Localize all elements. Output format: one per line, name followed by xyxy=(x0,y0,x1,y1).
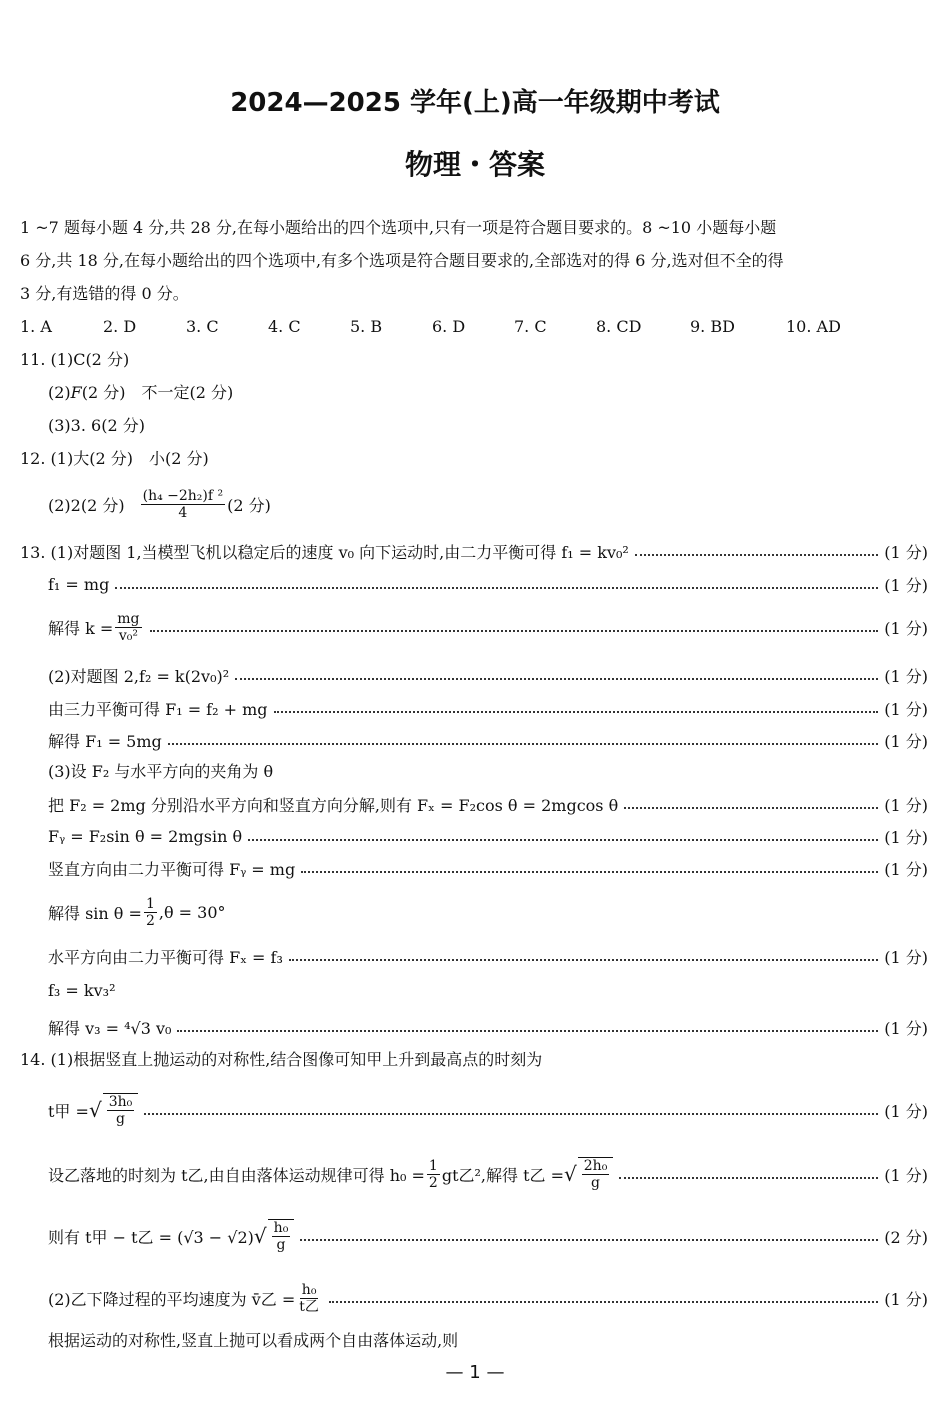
q13-row-11: 解得 sin θ = $\frac{1}{2}$ ,θ = 30° xyxy=(48,895,226,929)
q13-row-2: f₁ = mg (1 分) xyxy=(48,574,928,595)
q14-row-2: t甲 = √ $\frac{\text{3h₀}}{g}$ (1 分) xyxy=(48,1094,928,1127)
q13-row-7: (3)设 F₂ 与水平方向的夹角为 θ xyxy=(48,762,274,781)
intro-line-3: 3 分,有选错的得 0 分。 xyxy=(20,284,189,303)
q13-row-6: 解得 F₁ = 5mg (1 分) xyxy=(48,731,928,751)
q14-row-4: 则有 t甲 − t乙 = (√3 − √2) √ $\frac{\text{h₀}}{g}$ (2 分) xyxy=(48,1220,928,1253)
choice-2: 2. D xyxy=(103,317,137,336)
q13-row-8: 把 F₂ = 2mg 分别沿水平方向和竖直方向分解,则有 Fₓ = F₂cos θ = 2mgcos θ (1 分) xyxy=(48,795,928,815)
page-title: 2024—2025 学年(上)高一年级期中考试 xyxy=(230,88,720,118)
q13-row-5: 由三力平衡可得 F₁ = f₂ + mg (1 分) xyxy=(48,699,928,719)
choice-7: 7. C xyxy=(514,317,547,336)
q14-row-5: (2)乙下降过程的平均速度为 v̄乙 = $\frac{\text{h₀}}{\text{t乙}}$ (1 分) xyxy=(48,1281,928,1315)
choice-10: 10. AD xyxy=(786,317,841,336)
intro-line-1: 1 ~7 题每小题 4 分,共 28 分,在每小题给出的四个选项中,只有一项是符合题目要求的。8 ~10 小题每小题 xyxy=(20,218,777,237)
q12-line-2: (2)2(2 分) $\frac{\text{(h₄ −2h₂)f ²}}{4}$ (2 分) xyxy=(48,487,271,521)
q13-row-14: 解得 v₃ = ⁴√3 v₀ (1 分) xyxy=(48,1018,928,1038)
choice-6: 6. D xyxy=(432,317,466,336)
q13-row-3: 解得 k = $\frac{mg}{\text{v₀²}}$ (1 分) xyxy=(48,610,928,644)
choice-4: 4. C xyxy=(268,317,301,336)
choice-9: 9. BD xyxy=(690,317,735,336)
q13-row-9: Fᵧ = F₂sin θ = 2mgsin θ (1 分) xyxy=(48,826,928,847)
q14-row-1: 14. (1)根据竖直上抛运动的对称性,结合图像可知甲上升到最高点的时刻为 xyxy=(20,1050,543,1069)
q14-row-3: 设乙落地的时刻为 t乙,由自由落体运动规律可得 h₀ = $\frac{1}{2}$ gt乙²,解得 t乙 = √ $\frac{\text{2h₀}}{g}$ (1 分) xyxy=(48,1157,928,1191)
q12-line-1: 12. (1)大(2 分) 小(2 分) xyxy=(20,449,209,468)
q13-row-13: f₃ = kv₃² xyxy=(48,981,116,1000)
intro-line-2: 6 分,共 18 分,在每小题给出的四个选项中,有多个选项是符合题目要求的,全部选对的得 6 分,选对但不全的得 xyxy=(20,251,784,270)
q13-row-10: 竖直方向由二力平衡可得 Fᵧ = mg (1 分) xyxy=(48,859,928,879)
choice-3: 3. C xyxy=(186,317,219,336)
page-number: — 1 — xyxy=(445,1362,505,1383)
q13-row-12: 水平方向由二力平衡可得 Fₓ = f₃ (1 分) xyxy=(48,947,928,967)
choice-1: 1. A xyxy=(20,317,52,336)
q14-row-6: 根据运动的对称性,竖直上抛可以看成两个自由落体运动,则 xyxy=(48,1331,459,1350)
q13-row-4: (2)对题图 2,f₂ = k(2v₀)² (1 分) xyxy=(48,666,928,686)
q11-line-1: 11. (1)C(2 分) xyxy=(20,350,130,369)
q11-line-3: (3)3. 6(2 分) xyxy=(48,416,145,435)
q11-line-2: (2)F(2 分) 不一定(2 分) xyxy=(48,383,234,402)
page-subtitle: 物理・答案 xyxy=(404,148,545,181)
choice-8: 8. CD xyxy=(596,317,642,336)
q13-row-1: 13. (1)对题图 1,当模型飞机以稳定后的速度 v₀ 向下运动时,由二力平衡可得 f₁ = kv₀² (1 分) xyxy=(20,542,928,562)
choice-5: 5. B xyxy=(350,317,383,336)
q12-fraction: $\frac{\text{(h₄ −2h₂)f ²}}{4}$ xyxy=(142,487,224,521)
